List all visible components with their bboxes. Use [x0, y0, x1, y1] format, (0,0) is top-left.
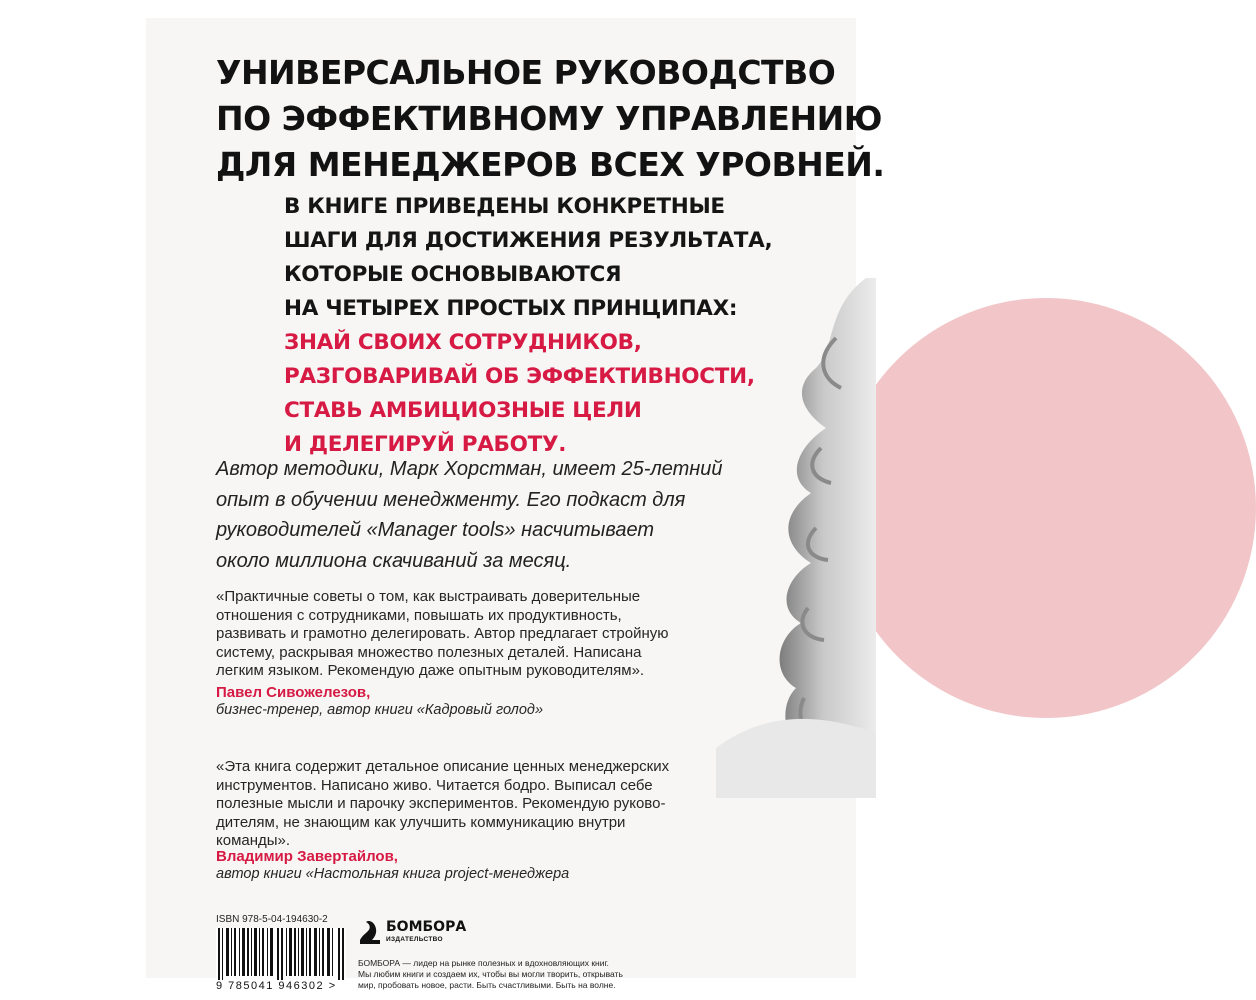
- quote-line: инструментов. Написано живо. Читается бодро. Выписал себе: [216, 776, 653, 794]
- quote-line: легким языком. Рекомендую даже опытным руководителям».: [216, 662, 645, 679]
- decorative-pink-circle: [836, 298, 1256, 718]
- testimonial-quote-1: [216, 588, 716, 681]
- about-line: около миллиона скачиваний за месяц.: [216, 549, 572, 572]
- quote-author-description: бизнес-тренер, автор книги «Кадровый голод»: [216, 702, 544, 718]
- about-line: Автор методики, Марк Хорстман, имеет 25-летний: [216, 458, 723, 480]
- quote-line: команды».: [216, 832, 291, 849]
- quote-author-description: автор книги «Настольная книга project-менеджера: [216, 866, 570, 882]
- publisher-subtitle: ИЗДАТЕЛЬСТВО: [386, 936, 443, 943]
- principle-highlight: РАЗГОВАРИВАЙ ОБ ЭФФЕКТИВНОСТИ,: [284, 364, 755, 389]
- publisher-tagline: [358, 958, 658, 991]
- principle-highlight: ЗНАЙ СВОИХ СОТРУДНИКОВ,: [284, 330, 642, 355]
- headline-line: ДЛЯ МЕНЕДЖЕРОВ ВСЕХ УРОВНЕЙ.: [216, 145, 885, 184]
- testimonial-quote-2: [216, 758, 716, 851]
- tagline-line: Мы любим книги и создаем их, чтобы вы могли творить, открывать: [358, 969, 623, 979]
- barcode-icon: [216, 928, 346, 980]
- quote-line: отношения с сотрудниками, повышать их продуктивность,: [216, 606, 622, 624]
- isbn-label: ISBN 978-5-04-194630-2: [216, 914, 328, 925]
- quote-line: дителям, не знающим как улучшить коммуникацию внутри: [216, 813, 626, 831]
- quote-line: систему, раскрывая множество полезных деталей. Написана: [216, 643, 642, 661]
- principles-line: В КНИГЕ ПРИВЕДЕНЫ КОНКРЕТНЫЕ: [284, 194, 725, 219]
- headline-line: ПО ЭФФЕКТИВНОМУ УПРАВЛЕНИЮ: [216, 99, 882, 138]
- publisher-name: БОМБОРА: [386, 919, 467, 935]
- bombora-logo-icon: [358, 918, 382, 946]
- headline-line: УНИВЕРСАЛЬНОЕ РУКОВОДСТВО: [216, 53, 836, 92]
- tagline-line: БОМБОРА — лидер на рынке полезных и вдохновляющих книг.: [358, 958, 609, 968]
- about-line: опыт в обучении менеджменту. Его подкаст для: [216, 488, 686, 511]
- principles-block: [284, 190, 824, 462]
- author-about: [216, 454, 723, 576]
- quote-line: «Практичные советы о том, как выстраивать доверительные: [216, 588, 641, 605]
- principle-highlight: СТАВЬ АМБИЦИОЗНЫЕ ЦЕЛИ: [284, 398, 642, 423]
- principles-line: НА ЧЕТЫРЕХ ПРОСТЫХ ПРИНЦИПАХ:: [284, 296, 738, 321]
- quote-author-name: Владимир Завертайлов,: [216, 848, 398, 865]
- headline: [216, 50, 885, 188]
- quote-line: развивать и грамотно делегировать. Автор предлагает стройную: [216, 625, 669, 642]
- principles-line: КОТОРЫЕ ОСНОВЫВАЮТСЯ: [284, 262, 622, 287]
- quote-line: полезные мысли и парочку экспериментов. Рекомендую руково-: [216, 795, 666, 812]
- tagline-line: мир, пробовать новое, расти. Быть счастливыми. Быть на волне.: [358, 980, 616, 990]
- principle-highlight: И ДЕЛЕГИРУЙ РАБОТУ.: [284, 432, 567, 457]
- principles-line: ШАГИ ДЛЯ ДОСТИЖЕНИЯ РЕЗУЛЬТАТА,: [284, 228, 773, 253]
- book-back-cover: [146, 18, 885, 992]
- quote-author-name: Павел Сивожелезов,: [216, 684, 371, 701]
- barcode-number: 9 785041 946302 >: [216, 980, 337, 992]
- about-line: руководителей «Manager tools» насчитывает: [216, 519, 655, 541]
- quote-line: «Эта книга содержит детальное описание ценных менеджерских: [216, 758, 670, 775]
